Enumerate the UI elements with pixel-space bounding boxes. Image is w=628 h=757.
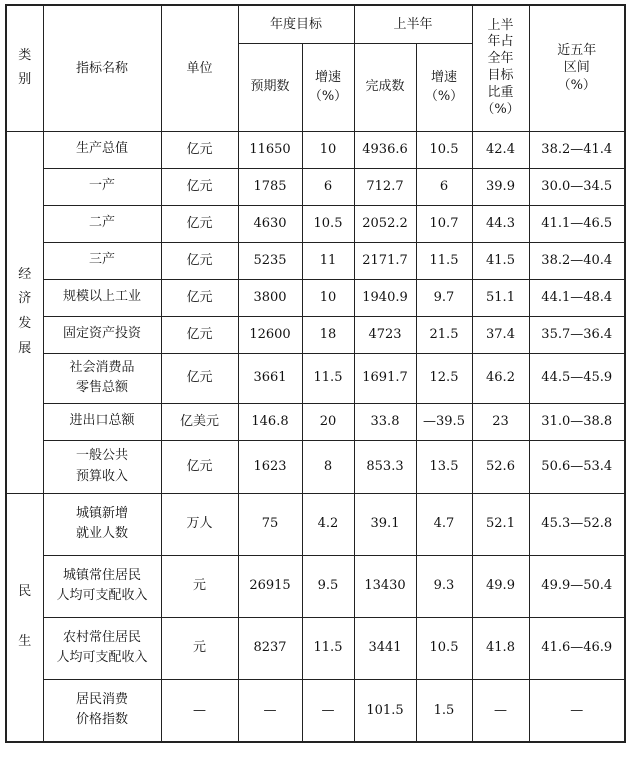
cell-completed: 4723 [354,316,416,353]
header-target-growth: 增速 （%） [302,43,354,131]
cell-share: 49.9 [472,555,529,617]
header-first-half: 上半年 [354,5,472,43]
cell-name: 一般公共 预算收入 [43,440,161,493]
cell-range: 38.2—40.4 [529,242,625,279]
cell-completed: 13430 [354,555,416,617]
cell-completed: 101.5 [354,679,416,742]
cell-name: 农村常住居民 人均可支配收入 [43,617,161,679]
cell-growth: 10.5 [416,131,472,168]
table-row [6,131,625,168]
cell-target-growth: — [302,679,354,742]
cell-completed: 3441 [354,617,416,679]
cell-completed: 33.8 [354,403,416,440]
cell-growth: 13.5 [416,440,472,493]
cell-range: 31.0—38.8 [529,403,625,440]
cell-range: 50.6—53.4 [529,440,625,493]
cell-completed: 39.1 [354,493,416,555]
cell-target-growth: 6 [302,168,354,205]
cell-range: 45.3—52.8 [529,493,625,555]
cell-expected: 26915 [238,555,302,617]
cell-share: 52.1 [472,493,529,555]
cell-name: 居民消费 价格指数 [43,679,161,742]
cell-expected: 8237 [238,617,302,679]
cell-range: 41.1—46.5 [529,205,625,242]
cell-target-growth: 8 [302,440,354,493]
cell-target-growth: 11 [302,242,354,279]
cell-share: 23 [472,403,529,440]
table-row [6,493,625,555]
table-row [6,316,625,353]
header-indicator: 指标名称 [43,5,161,131]
cell-range: 35.7—36.4 [529,316,625,353]
cell-range: 41.6—46.9 [529,617,625,679]
cell-expected: 1623 [238,440,302,493]
cell-unit: — [161,679,238,742]
cell-name: 固定资产投资 [43,316,161,353]
cell-expected: — [238,679,302,742]
cell-completed: 2052.2 [354,205,416,242]
cell-share: 42.4 [472,131,529,168]
cell-target-growth: 10.5 [302,205,354,242]
cell-expected: 1785 [238,168,302,205]
cell-expected: 12600 [238,316,302,353]
cell-share: 46.2 [472,353,529,403]
cell-unit: 万人 [161,493,238,555]
cell-target-growth: 20 [302,403,354,440]
cell-target-growth: 11.5 [302,617,354,679]
cell-completed: 4936.6 [354,131,416,168]
cell-range: 30.0—34.5 [529,168,625,205]
cell-target-growth: 10 [302,279,354,316]
cell-unit: 亿美元 [161,403,238,440]
table-row [6,353,625,403]
cell-unit: 亿元 [161,279,238,316]
table-row [6,205,625,242]
cell-unit: 亿元 [161,168,238,205]
cell-name: 二产 [43,205,161,242]
cell-share: 37.4 [472,316,529,353]
cell-range: 44.5—45.9 [529,353,625,403]
cell-unit: 亿元 [161,440,238,493]
cell-growth: 11.5 [416,242,472,279]
cell-share: — [472,679,529,742]
indicator-table [5,4,626,743]
cell-completed: 2171.7 [354,242,416,279]
cell-completed: 1691.7 [354,353,416,403]
cell-unit: 元 [161,555,238,617]
cell-unit: 亿元 [161,353,238,403]
cell-share: 41.8 [472,617,529,679]
cell-expected: 11650 [238,131,302,168]
table-row [6,555,625,617]
table-row [6,242,625,279]
table-row [6,617,625,679]
cell-unit: 亿元 [161,131,238,168]
cell-range: — [529,679,625,742]
cell-unit: 亿元 [161,205,238,242]
cell-growth: 9.3 [416,555,472,617]
table-row [6,168,625,205]
cell-expected: 5235 [238,242,302,279]
cell-expected: 3661 [238,353,302,403]
cell-target-growth: 11.5 [302,353,354,403]
cell-share: 41.5 [472,242,529,279]
header-growth: 增速 （%） [416,43,472,131]
category-cell: 民 生 [6,493,43,742]
header-expected: 预期数 [238,43,302,131]
header-category: 类 别 [6,5,43,131]
cell-growth: 6 [416,168,472,205]
header-unit: 单位 [161,5,238,131]
cell-name: 三产 [43,242,161,279]
table-row [6,279,625,316]
cell-growth: 1.5 [416,679,472,742]
cell-completed: 853.3 [354,440,416,493]
cell-growth: —39.5 [416,403,472,440]
table-row [6,679,625,742]
cell-expected: 146.8 [238,403,302,440]
cell-expected: 3800 [238,279,302,316]
cell-name: 进出口总额 [43,403,161,440]
category-cell: 经 济 发 展 [6,131,43,493]
cell-unit: 亿元 [161,242,238,279]
cell-range: 38.2—41.4 [529,131,625,168]
cell-name: 城镇新增 就业人数 [43,493,161,555]
cell-growth: 9.7 [416,279,472,316]
table-row [6,440,625,493]
cell-share: 44.3 [472,205,529,242]
cell-name: 城镇常住居民 人均可支配收入 [43,555,161,617]
header-annual-target: 年度目标 [238,5,354,43]
cell-expected: 4630 [238,205,302,242]
cell-expected: 75 [238,493,302,555]
cell-completed: 712.7 [354,168,416,205]
cell-range: 49.9—50.4 [529,555,625,617]
cell-name: 一产 [43,168,161,205]
cell-share: 51.1 [472,279,529,316]
table-row [6,403,625,440]
cell-growth: 4.7 [416,493,472,555]
header-five-year-range: 近五年 区间 （%） [529,5,625,131]
cell-growth: 12.5 [416,353,472,403]
cell-target-growth: 18 [302,316,354,353]
cell-share: 52.6 [472,440,529,493]
cell-target-growth: 4.2 [302,493,354,555]
table-body [6,131,625,742]
cell-name: 社会消费品 零售总额 [43,353,161,403]
cell-name: 生产总值 [43,131,161,168]
cell-target-growth: 9.5 [302,555,354,617]
cell-target-growth: 10 [302,131,354,168]
cell-unit: 亿元 [161,316,238,353]
cell-unit: 元 [161,617,238,679]
cell-growth: 21.5 [416,316,472,353]
header-share: 上半 年占 全年 目标 比重 （%） [472,5,529,131]
cell-completed: 1940.9 [354,279,416,316]
header-completed: 完成数 [354,43,416,131]
cell-growth: 10.5 [416,617,472,679]
cell-share: 39.9 [472,168,529,205]
cell-range: 44.1—48.4 [529,279,625,316]
cell-growth: 10.7 [416,205,472,242]
cell-name: 规模以上工业 [43,279,161,316]
